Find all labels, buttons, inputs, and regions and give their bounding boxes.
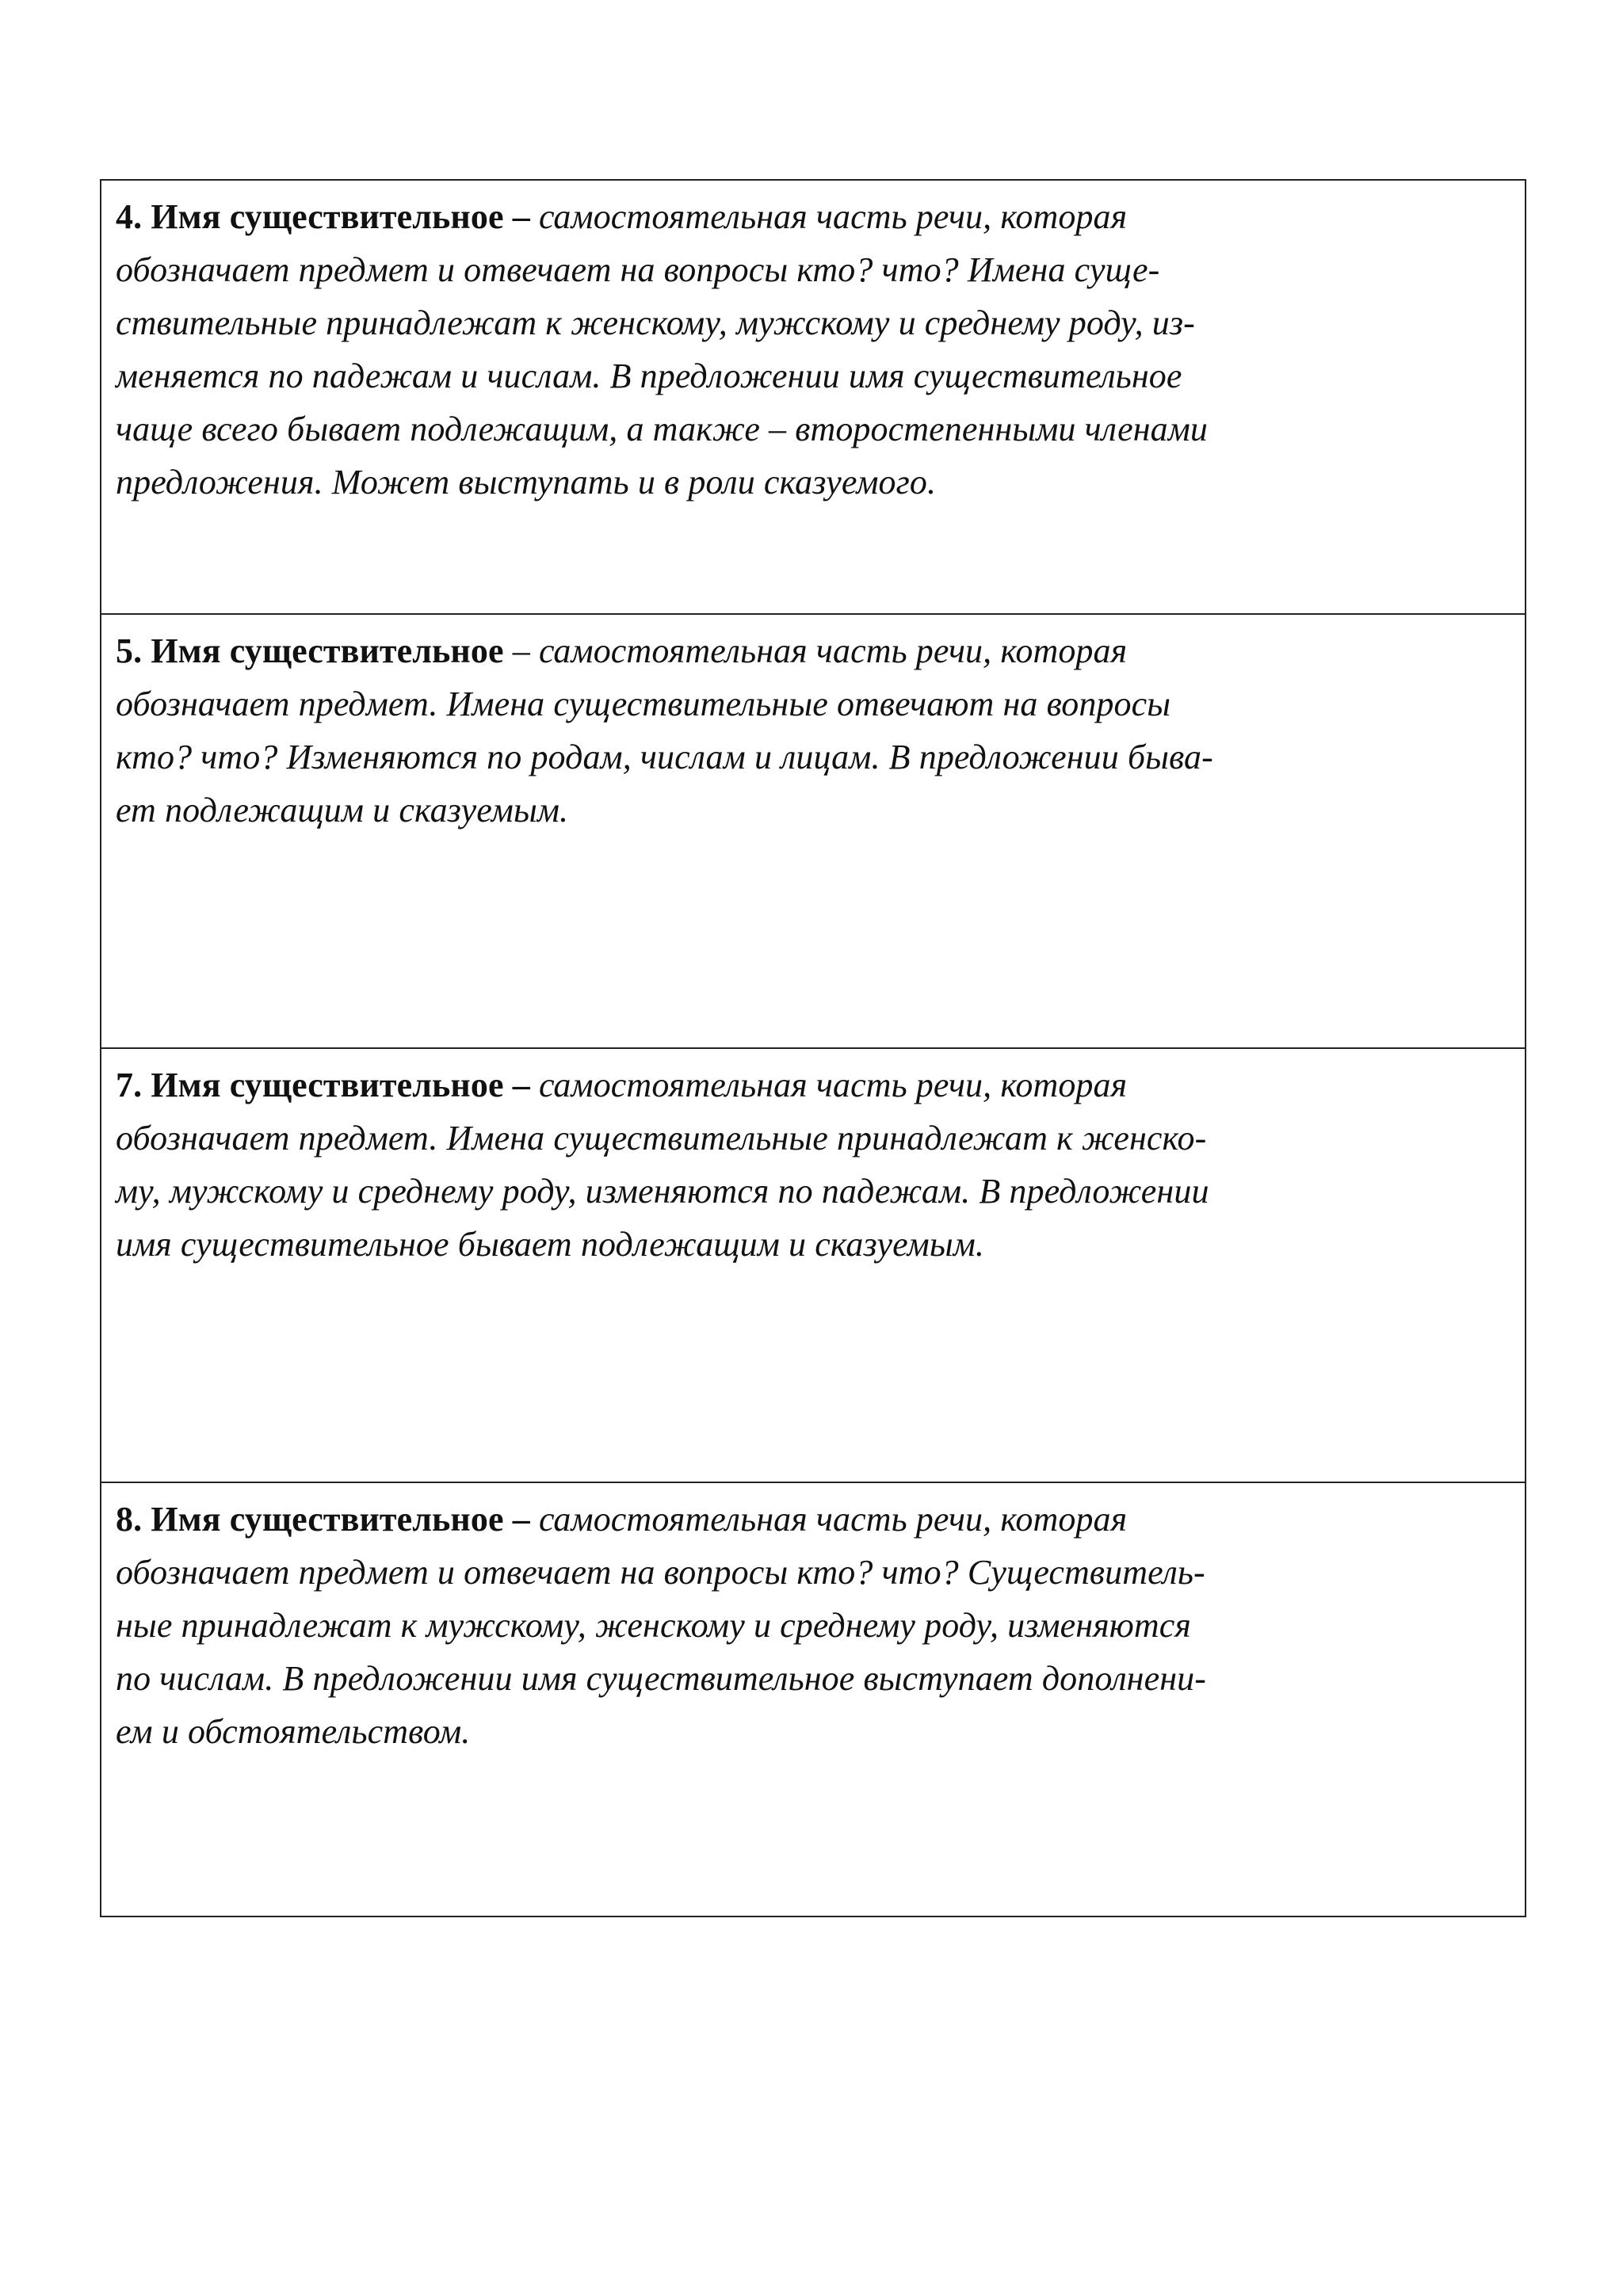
term-title: Имя существительное	[151, 631, 504, 670]
definition-line: обозначает предмет и отвечает на вопросы кто? что? Существитель-	[116, 1553, 1205, 1592]
definition-line: чаще всего бывает подлежащим, а также – второстепенными членами	[116, 410, 1209, 448]
definition-line: самостоятельная часть речи, которая	[538, 631, 1128, 670]
definition-first-line	[116, 624, 1506, 677]
term-title: Имя существительное	[151, 197, 504, 236]
term-dash: –	[512, 1066, 530, 1104]
definition-text	[116, 624, 1506, 837]
term-title: Имя существительное	[151, 1500, 504, 1539]
definition-line: обозначает предмет и отвечает на вопросы кто? что? Имена суще-	[116, 250, 1160, 289]
definition-line: предложения. Может выступать и в роли сказуемого.	[116, 463, 937, 502]
definition-line: самостоятельная часть речи, которая	[538, 1500, 1128, 1539]
definition-line: обозначает предмет. Имена существительные отвечают на вопросы	[116, 685, 1171, 723]
card-number: 7.	[116, 1066, 143, 1104]
term-dash: –	[512, 197, 530, 236]
definition-card-5	[101, 615, 1525, 1049]
definition-line: кто? что? Изменяются по родам, числам и лицам. В предложении быва-	[116, 738, 1213, 776]
term-dash: –	[512, 631, 530, 670]
definition-table	[100, 179, 1526, 1917]
definition-line: самостоятельная часть речи, которая	[538, 197, 1128, 236]
definition-text	[116, 1493, 1506, 1758]
card-number: 8.	[116, 1500, 143, 1539]
definition-text	[116, 1058, 1506, 1271]
card-number: 5.	[116, 631, 143, 670]
definition-line: му, мужскому и среднему роду, изменяются по падежам. В предложении	[116, 1172, 1209, 1211]
definition-line: ные принадлежат к мужскому, женскому и среднему роду, изменяются	[116, 1606, 1191, 1645]
definition-card-8	[101, 1483, 1525, 1916]
definition-line: самостоятельная часть речи, которая	[538, 1066, 1128, 1104]
definition-line: меняется по падежам и числам. В предложении имя существительное	[116, 357, 1182, 395]
definition-card-4	[101, 181, 1525, 615]
definition-first-line	[116, 190, 1506, 243]
definition-line: ет подлежащим и сказуемым.	[116, 791, 569, 830]
term-dash: –	[512, 1500, 530, 1539]
definition-line: имя существительное бывает подлежащим и сказуемым.	[116, 1225, 985, 1264]
definition-line: ем и обстоятельством.	[116, 1712, 471, 1751]
definition-first-line	[116, 1058, 1506, 1112]
term-title: Имя существительное	[151, 1066, 504, 1104]
definition-line: обозначает предмет. Имена существительные принадлежат к женско-	[116, 1119, 1207, 1158]
definition-text	[116, 190, 1506, 509]
definition-line: ствительные принадлежат к женскому, мужскому и среднему роду, из-	[116, 303, 1195, 342]
definition-card-7	[101, 1049, 1525, 1483]
card-number: 4.	[116, 197, 143, 236]
definition-first-line	[116, 1493, 1506, 1546]
definition-line: по числам. В предложении имя существительное выступает дополнени-	[116, 1659, 1206, 1698]
